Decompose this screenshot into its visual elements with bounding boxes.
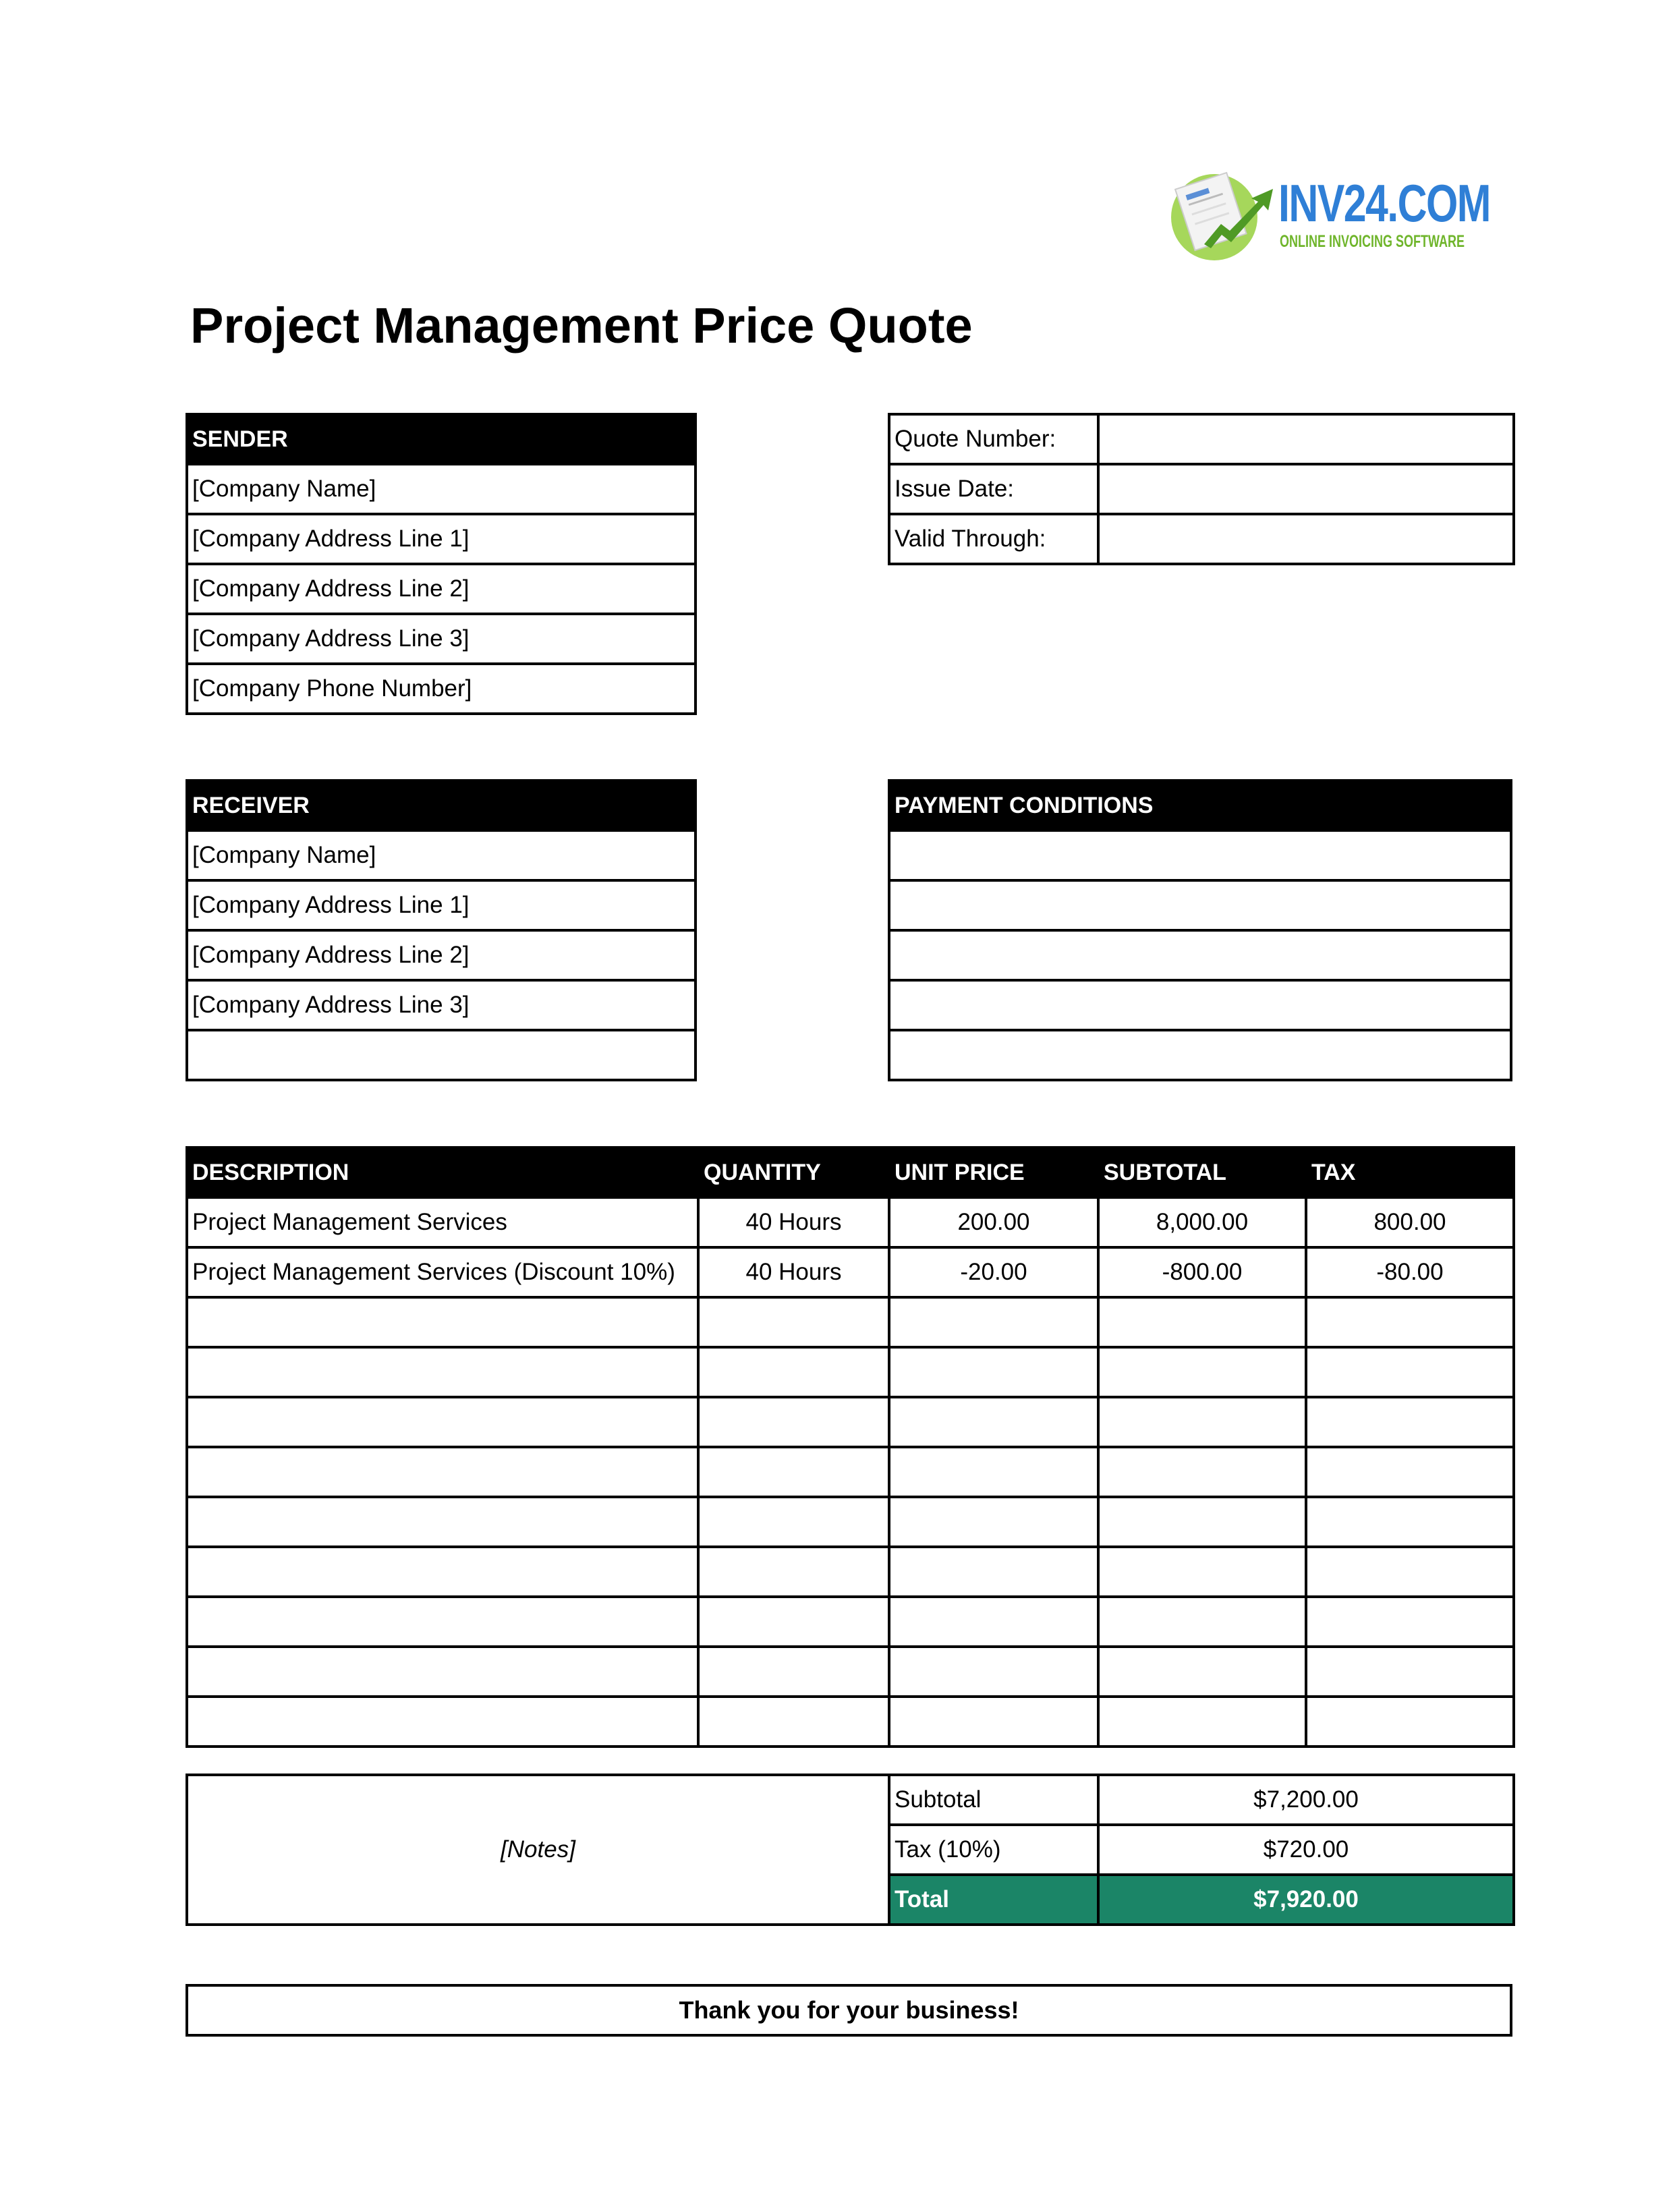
table-row — [187, 1197, 1514, 1247]
table-row — [187, 1547, 1514, 1597]
item-description[interactable] — [187, 1497, 698, 1547]
thanks-box — [186, 1984, 1512, 2037]
item-subtotal[interactable] — [1098, 1397, 1306, 1447]
item-tax[interactable] — [1306, 1647, 1514, 1697]
sender-address-2[interactable]: [Company Address Line 2] — [187, 564, 696, 614]
item-quantity[interactable] — [698, 1597, 889, 1647]
table-row — [187, 1297, 1514, 1347]
table-row — [187, 1447, 1514, 1497]
sender-phone[interactable]: [Company Phone Number] — [187, 664, 696, 714]
col-tax: TAX — [1306, 1147, 1514, 1197]
receiver-address-2[interactable]: [Company Address Line 2] — [187, 930, 696, 980]
item-quantity[interactable] — [698, 1497, 889, 1547]
items-table — [186, 1146, 1515, 1748]
item-subtotal[interactable] — [1098, 1597, 1306, 1647]
receiver-extra-line[interactable] — [187, 1030, 696, 1080]
item-description[interactable] — [187, 1547, 698, 1597]
item-description[interactable]: Project Management Services — [187, 1197, 698, 1247]
payment-conditions-header: PAYMENT CONDITIONS — [889, 781, 1511, 830]
logo-tagline: ONLINE INVOICING SOFTWARE — [1280, 232, 1465, 251]
thank-you-message: Thank you for your business! — [187, 1985, 1511, 2035]
item-unit-price[interactable] — [889, 1497, 1098, 1547]
item-quantity[interactable] — [698, 1697, 889, 1747]
item-unit-price[interactable] — [889, 1397, 1098, 1447]
item-unit-price[interactable] — [889, 1297, 1098, 1347]
total-value: $7,920.00 — [1098, 1875, 1514, 1925]
item-quantity[interactable]: 40 Hours — [698, 1197, 889, 1247]
item-tax[interactable]: 800.00 — [1306, 1197, 1514, 1247]
item-subtotal[interactable] — [1098, 1547, 1306, 1597]
issue-date-value[interactable] — [1098, 464, 1514, 514]
invoice-chart-icon — [1164, 165, 1278, 262]
valid-through-label: Valid Through: — [889, 514, 1098, 564]
receiver-table — [186, 779, 697, 1081]
valid-through-value[interactable] — [1098, 514, 1514, 564]
item-description[interactable] — [187, 1397, 698, 1447]
item-subtotal[interactable] — [1098, 1447, 1306, 1497]
item-unit-price[interactable] — [889, 1597, 1098, 1647]
col-unit-price: UNIT PRICE — [889, 1147, 1098, 1197]
inv24-logo — [1164, 165, 1490, 262]
quote-number-label: Quote Number: — [889, 414, 1098, 464]
item-description[interactable]: Project Management Services (Discount 10%) — [187, 1247, 698, 1297]
item-description[interactable] — [187, 1647, 698, 1697]
item-quantity[interactable] — [698, 1297, 889, 1347]
item-unit-price[interactable] — [889, 1447, 1098, 1497]
receiver-address-3[interactable]: [Company Address Line 3] — [187, 980, 696, 1030]
item-tax[interactable] — [1306, 1397, 1514, 1447]
page-title: Project Management Price Quote — [190, 297, 973, 353]
logo-name: INV24.COM — [1278, 173, 1490, 233]
item-unit-price[interactable]: -20.00 — [889, 1247, 1098, 1297]
receiver-header: RECEIVER — [187, 781, 696, 830]
item-tax[interactable] — [1306, 1347, 1514, 1397]
tax-value: $720.00 — [1098, 1825, 1514, 1875]
table-row — [187, 1497, 1514, 1547]
table-row — [187, 1347, 1514, 1397]
table-row — [187, 1697, 1514, 1747]
item-tax[interactable] — [1306, 1697, 1514, 1747]
item-tax[interactable] — [1306, 1297, 1514, 1347]
quote-number-value[interactable] — [1098, 414, 1514, 464]
payment-condition-line[interactable] — [889, 880, 1511, 930]
notes-field[interactable]: [Notes] — [187, 1775, 889, 1925]
item-unit-price[interactable] — [889, 1697, 1098, 1747]
table-row — [187, 1647, 1514, 1697]
item-quantity[interactable]: 40 Hours — [698, 1247, 889, 1297]
item-tax[interactable] — [1306, 1447, 1514, 1497]
payment-condition-line[interactable] — [889, 980, 1511, 1030]
payment-condition-line[interactable] — [889, 1030, 1511, 1080]
subtotal-label: Subtotal — [889, 1775, 1098, 1825]
quote-info-table — [888, 413, 1515, 565]
table-row — [187, 1397, 1514, 1447]
item-description[interactable] — [187, 1347, 698, 1397]
item-tax[interactable] — [1306, 1597, 1514, 1647]
payment-conditions-table — [888, 779, 1512, 1081]
receiver-address-1[interactable]: [Company Address Line 1] — [187, 880, 696, 930]
payment-condition-line[interactable] — [889, 930, 1511, 980]
sender-address-3[interactable]: [Company Address Line 3] — [187, 614, 696, 664]
item-tax[interactable]: -80.00 — [1306, 1247, 1514, 1297]
item-tax[interactable] — [1306, 1497, 1514, 1547]
item-description[interactable] — [187, 1697, 698, 1747]
item-unit-price[interactable] — [889, 1347, 1098, 1397]
item-unit-price[interactable] — [889, 1647, 1098, 1697]
item-quantity[interactable] — [698, 1647, 889, 1697]
item-description[interactable] — [187, 1297, 698, 1347]
sender-header: SENDER — [187, 414, 696, 464]
items-header-row — [187, 1147, 1514, 1197]
receiver-company-name[interactable]: [Company Name] — [187, 830, 696, 880]
sender-table — [186, 413, 697, 715]
sender-company-name[interactable]: [Company Name] — [187, 464, 696, 514]
item-quantity[interactable] — [698, 1447, 889, 1497]
totals-table — [186, 1774, 1515, 1926]
item-unit-price[interactable]: 200.00 — [889, 1197, 1098, 1247]
subtotal-value: $7,200.00 — [1098, 1775, 1514, 1825]
payment-condition-line[interactable] — [889, 830, 1511, 880]
item-subtotal[interactable] — [1098, 1297, 1306, 1347]
item-description[interactable] — [187, 1597, 698, 1647]
tax-label: Tax (10%) — [889, 1825, 1098, 1875]
sender-address-1[interactable]: [Company Address Line 1] — [187, 514, 696, 564]
item-quantity[interactable] — [698, 1347, 889, 1397]
item-quantity[interactable] — [698, 1547, 889, 1597]
item-subtotal[interactable] — [1098, 1497, 1306, 1547]
col-description: DESCRIPTION — [187, 1147, 698, 1197]
item-tax[interactable] — [1306, 1547, 1514, 1597]
col-quantity: QUANTITY — [698, 1147, 889, 1197]
item-subtotal[interactable]: 8,000.00 — [1098, 1197, 1306, 1247]
item-subtotal[interactable] — [1098, 1697, 1306, 1747]
item-subtotal[interactable] — [1098, 1647, 1306, 1697]
issue-date-label: Issue Date: — [889, 464, 1098, 514]
item-description[interactable] — [187, 1447, 698, 1497]
item-unit-price[interactable] — [889, 1547, 1098, 1597]
table-row — [187, 1597, 1514, 1647]
item-subtotal[interactable]: -800.00 — [1098, 1247, 1306, 1297]
table-row — [187, 1247, 1514, 1297]
col-subtotal: SUBTOTAL — [1098, 1147, 1306, 1197]
total-label: Total — [889, 1875, 1098, 1925]
item-subtotal[interactable] — [1098, 1347, 1306, 1397]
item-quantity[interactable] — [698, 1397, 889, 1447]
